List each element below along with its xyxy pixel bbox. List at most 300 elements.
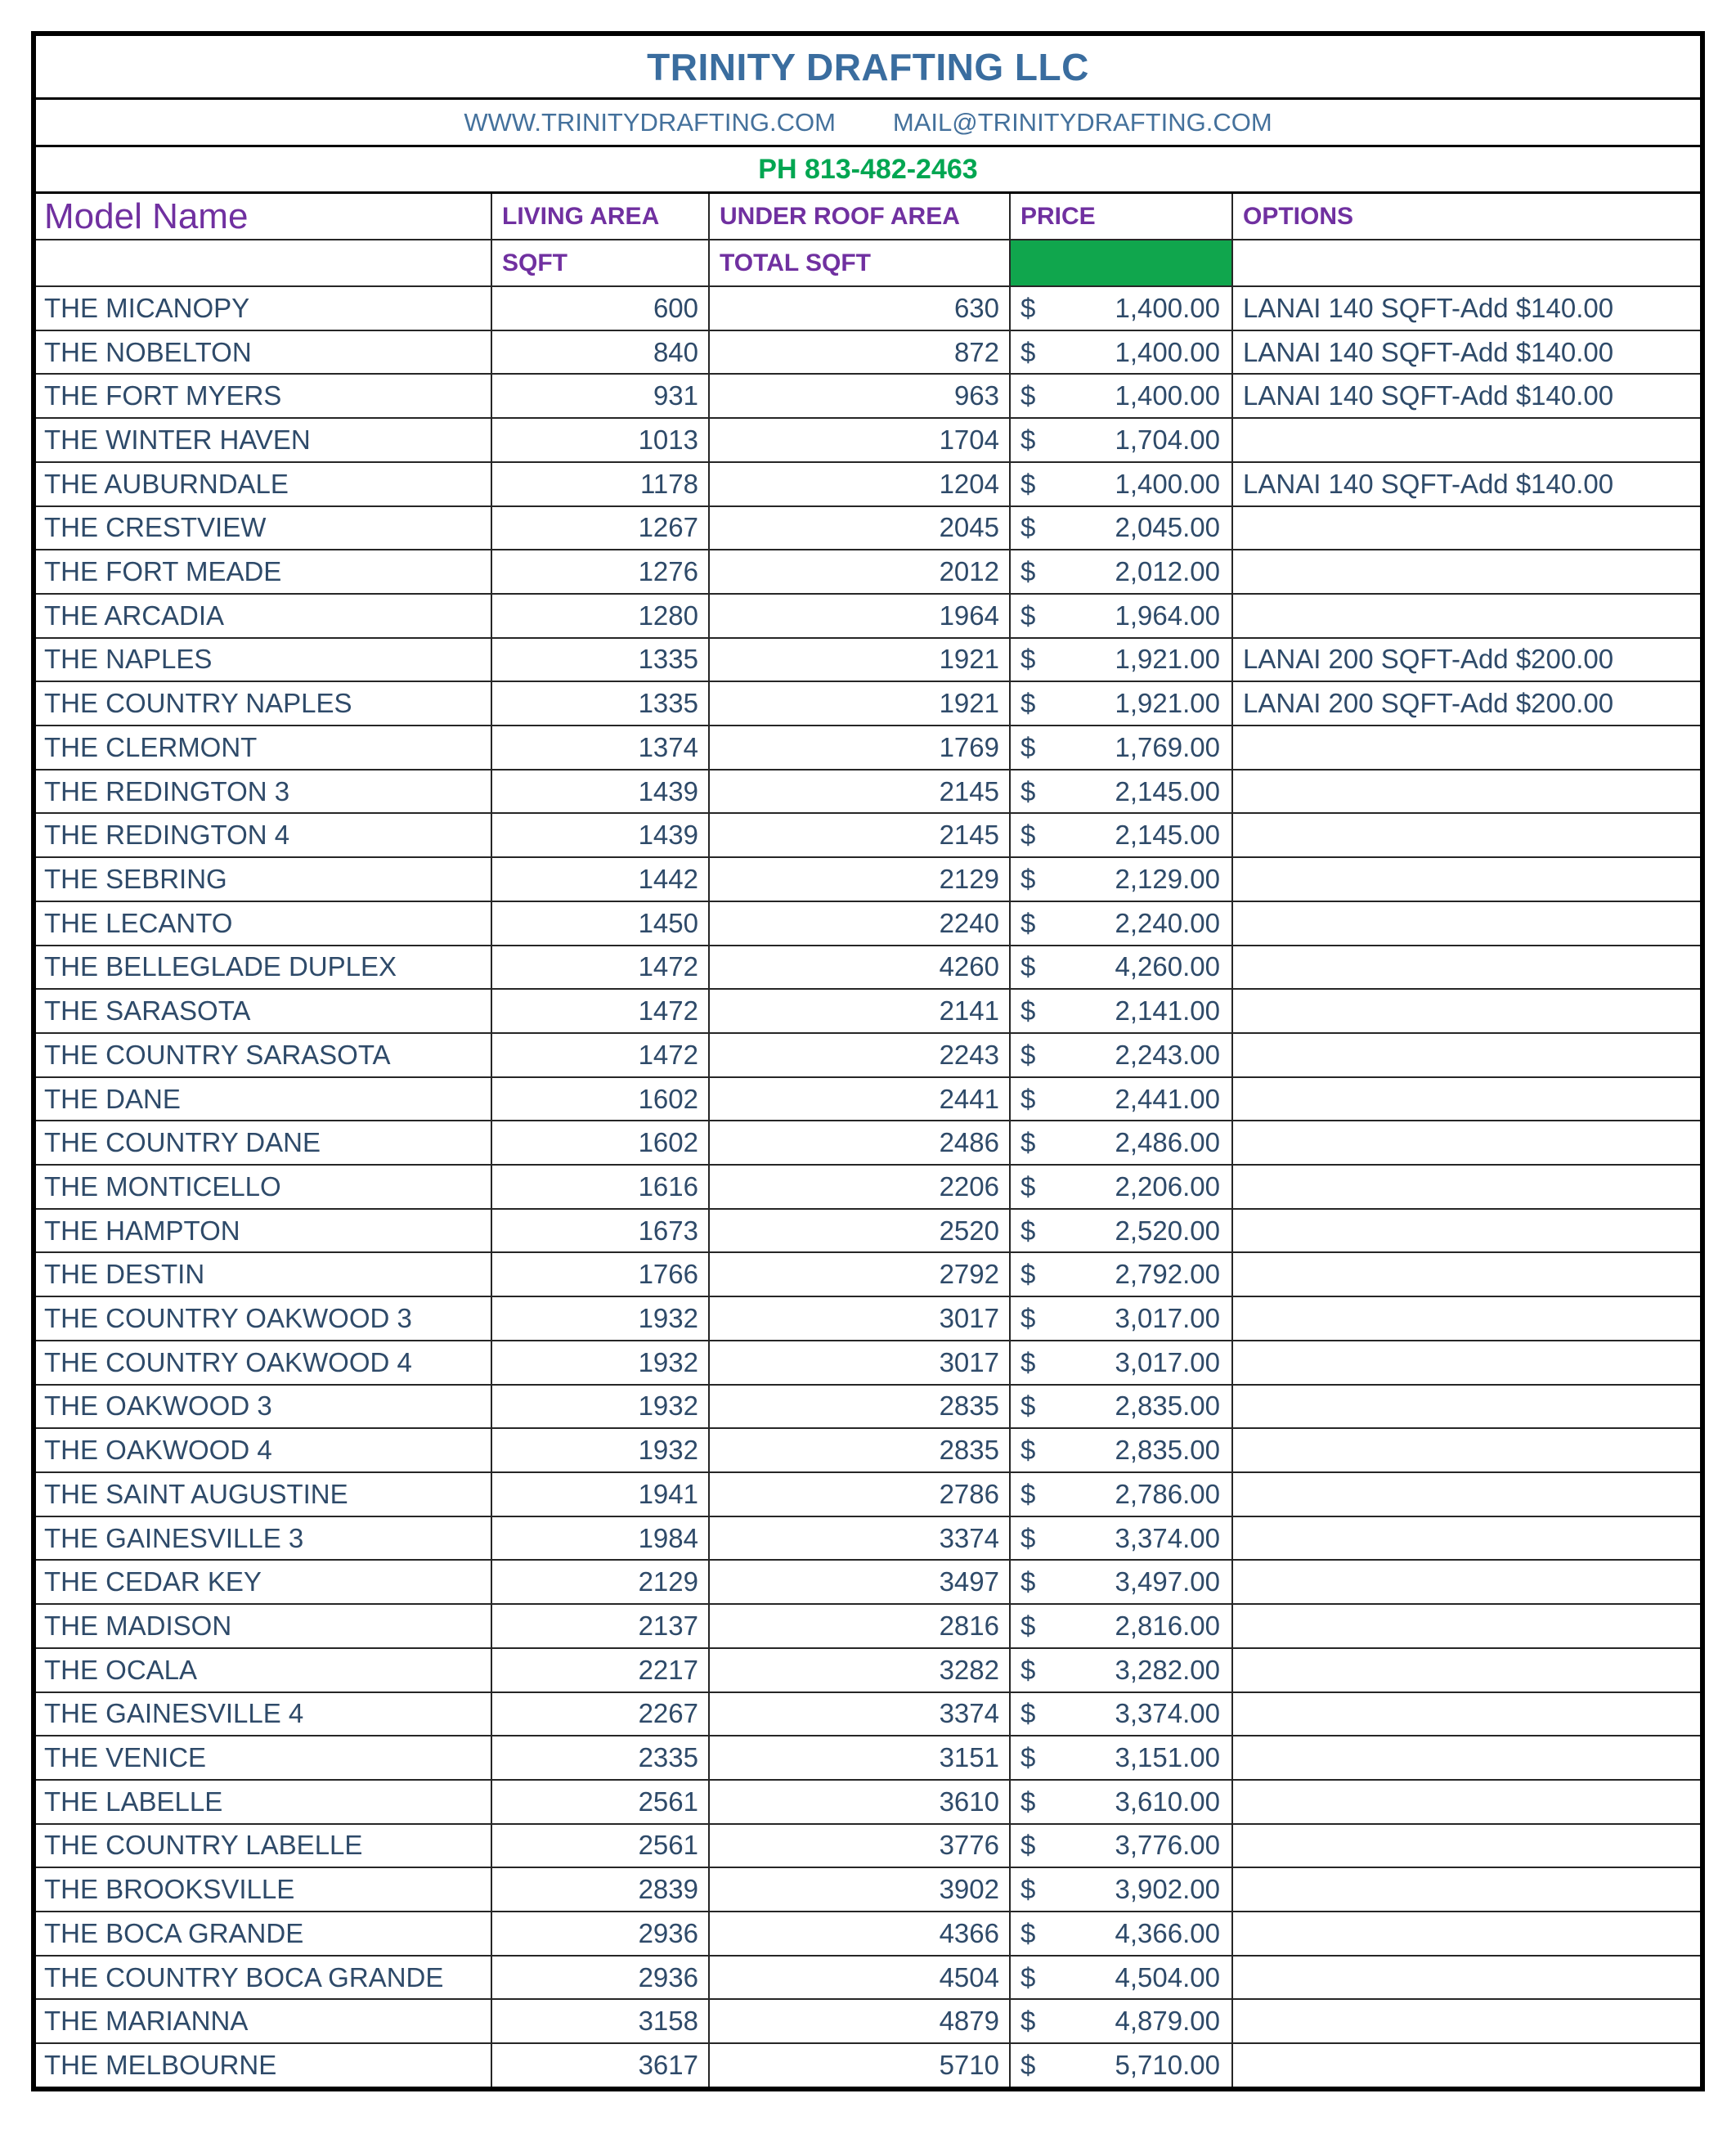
price-amount: 2,792.00 bbox=[1115, 1259, 1220, 1290]
living-sqft-cell: 1984 bbox=[491, 1517, 708, 1560]
living-sqft-cell: 1439 bbox=[491, 770, 708, 813]
phone-number: PH 813-482-2463 bbox=[758, 153, 978, 185]
table-row bbox=[36, 1603, 1700, 1647]
living-sqft-cell: 1766 bbox=[491, 1253, 708, 1296]
living-sqft-cell: 1442 bbox=[491, 858, 708, 901]
price-amount: 3,151.00 bbox=[1115, 1742, 1220, 1773]
currency-symbol: $ bbox=[1021, 1786, 1036, 1817]
total-sqft-cell: 4260 bbox=[708, 946, 1009, 989]
model-name-cell: THE DANE bbox=[44, 1083, 181, 1114]
currency-symbol: $ bbox=[1021, 1874, 1036, 1905]
table-row bbox=[36, 1955, 1700, 1999]
options-cell bbox=[1231, 2044, 1700, 2087]
total-sqft-cell: 4504 bbox=[708, 1957, 1009, 1999]
column-header-row bbox=[36, 191, 1700, 239]
price-amount: 4,260.00 bbox=[1115, 951, 1220, 982]
price-amount: 3,610.00 bbox=[1115, 1786, 1220, 1817]
model-name-cell: THE CEDAR KEY bbox=[44, 1566, 262, 1597]
price-amount: 3,282.00 bbox=[1115, 1654, 1220, 1685]
price-cell bbox=[1009, 990, 1231, 1032]
total-sqft-cell: 3610 bbox=[708, 1781, 1009, 1823]
total-sqft-cell: 2141 bbox=[708, 990, 1009, 1032]
options-cell bbox=[1231, 595, 1700, 637]
total-sqft-cell: 1769 bbox=[708, 726, 1009, 769]
currency-symbol: $ bbox=[1021, 1346, 1036, 1377]
living-sqft-cell: 2936 bbox=[491, 1957, 708, 1999]
currency-symbol: $ bbox=[1021, 1259, 1036, 1290]
table-row bbox=[36, 461, 1700, 505]
price-amount: 2,141.00 bbox=[1115, 995, 1220, 1027]
options-cell bbox=[1231, 1473, 1700, 1516]
column-header-price: PRICE bbox=[1009, 194, 1231, 239]
options-cell bbox=[1231, 1166, 1700, 1208]
total-sqft-cell: 2145 bbox=[708, 770, 1009, 813]
table-row bbox=[36, 856, 1700, 901]
price-amount: 2,240.00 bbox=[1115, 907, 1220, 938]
total-sqft-cell: 3902 bbox=[708, 1868, 1009, 1911]
price-cell bbox=[1009, 1781, 1231, 1823]
living-sqft-cell: 1267 bbox=[491, 507, 708, 550]
price-amount: 2,816.00 bbox=[1115, 1610, 1220, 1641]
currency-symbol: $ bbox=[1021, 731, 1036, 762]
currency-symbol: $ bbox=[1021, 2006, 1036, 2037]
options-cell bbox=[1231, 1210, 1700, 1252]
options-cell: LANAI 200 SQFT-Add $200.00 bbox=[1231, 639, 1700, 681]
total-sqft-cell: 630 bbox=[708, 287, 1009, 330]
options-cell: LANAI 140 SQFT-Add $140.00 bbox=[1231, 375, 1700, 417]
model-name-cell: THE BELLEGLADE DUPLEX bbox=[44, 951, 397, 982]
options-cell bbox=[1231, 1341, 1700, 1384]
price-cell bbox=[1009, 639, 1231, 681]
living-sqft-cell: 1374 bbox=[491, 726, 708, 769]
options-cell bbox=[1231, 1736, 1700, 1779]
total-sqft-cell: 3374 bbox=[708, 1517, 1009, 1560]
total-sqft-cell: 2012 bbox=[708, 550, 1009, 593]
living-sqft-cell: 1178 bbox=[491, 463, 708, 505]
price-cell bbox=[1009, 1605, 1231, 1647]
options-cell bbox=[1231, 990, 1700, 1032]
table-row bbox=[36, 549, 1700, 593]
table-row bbox=[36, 2042, 1700, 2087]
price-cell bbox=[1009, 595, 1231, 637]
table-row bbox=[36, 1384, 1700, 1428]
currency-symbol: $ bbox=[1021, 1566, 1036, 1597]
company-name: TRINITY DRAFTING LLC bbox=[647, 45, 1089, 88]
options-cell bbox=[1231, 814, 1700, 856]
options-cell: LANAI 200 SQFT-Add $200.00 bbox=[1231, 682, 1700, 725]
total-sqft-cell: 872 bbox=[708, 331, 1009, 374]
price-cell bbox=[1009, 1121, 1231, 1164]
price-amount: 2,129.00 bbox=[1115, 863, 1220, 894]
options-cell bbox=[1231, 726, 1700, 769]
total-sqft-cell: 3776 bbox=[708, 1825, 1009, 1867]
currency-symbol: $ bbox=[1021, 556, 1036, 587]
currency-symbol: $ bbox=[1021, 951, 1036, 982]
living-sqft-cell: 3158 bbox=[491, 2000, 708, 2042]
living-sqft-cell: 1276 bbox=[491, 550, 708, 593]
table-row bbox=[36, 988, 1700, 1032]
currency-symbol: $ bbox=[1021, 1917, 1036, 1948]
options-cell bbox=[1231, 1605, 1700, 1647]
price-cell bbox=[1009, 770, 1231, 813]
subheader-total-sqft: TOTAL SQFT bbox=[708, 240, 1009, 285]
model-name-cell: THE REDINGTON 4 bbox=[44, 820, 290, 851]
options-cell bbox=[1231, 1693, 1700, 1736]
price-amount: 1,400.00 bbox=[1115, 468, 1220, 499]
currency-symbol: $ bbox=[1021, 1083, 1036, 1114]
total-sqft-cell: 3017 bbox=[708, 1297, 1009, 1340]
model-name-cell: THE MICANOPY bbox=[44, 292, 250, 323]
price-amount: 1,400.00 bbox=[1115, 336, 1220, 367]
model-name-cell: THE MELBOURNE bbox=[44, 2049, 277, 2080]
table-row bbox=[36, 593, 1700, 637]
price-table bbox=[31, 31, 1705, 2091]
currency-symbol: $ bbox=[1021, 600, 1036, 631]
price-cell bbox=[1009, 1561, 1231, 1603]
total-sqft-cell: 4366 bbox=[708, 1912, 1009, 1955]
price-amount: 1,400.00 bbox=[1115, 292, 1220, 323]
living-sqft-cell: 1932 bbox=[491, 1386, 708, 1428]
currency-symbol: $ bbox=[1021, 1170, 1036, 1202]
model-name-cell: THE GAINESVILLE 4 bbox=[44, 1698, 304, 1729]
options-cell bbox=[1231, 1429, 1700, 1471]
living-sqft-cell: 2561 bbox=[491, 1825, 708, 1867]
total-sqft-cell: 2792 bbox=[708, 1253, 1009, 1296]
subheader-options-empty-cell bbox=[1231, 240, 1700, 285]
price-cell bbox=[1009, 463, 1231, 505]
price-amount: 2,243.00 bbox=[1115, 1039, 1220, 1070]
currency-symbol: $ bbox=[1021, 995, 1036, 1027]
living-sqft-cell: 600 bbox=[491, 287, 708, 330]
price-cell bbox=[1009, 2044, 1231, 2087]
model-name-cell: THE FORT MYERS bbox=[44, 380, 282, 411]
living-sqft-cell: 1616 bbox=[491, 1166, 708, 1208]
living-sqft-cell: 2936 bbox=[491, 1912, 708, 1955]
price-cell bbox=[1009, 1825, 1231, 1867]
total-sqft-cell: 2145 bbox=[708, 814, 1009, 856]
price-amount: 2,012.00 bbox=[1115, 556, 1220, 587]
living-sqft-cell: 1932 bbox=[491, 1341, 708, 1384]
price-amount: 2,441.00 bbox=[1115, 1083, 1220, 1114]
currency-symbol: $ bbox=[1021, 1654, 1036, 1685]
price-cell bbox=[1009, 1517, 1231, 1560]
currency-symbol: $ bbox=[1021, 292, 1036, 323]
price-amount: 3,017.00 bbox=[1115, 1303, 1220, 1334]
currency-symbol: $ bbox=[1021, 1961, 1036, 1992]
total-sqft-cell: 963 bbox=[708, 375, 1009, 417]
total-sqft-cell: 5710 bbox=[708, 2044, 1009, 2087]
options-cell bbox=[1231, 1781, 1700, 1823]
price-amount: 1,704.00 bbox=[1115, 424, 1220, 455]
table-row bbox=[36, 901, 1700, 945]
currency-symbol: $ bbox=[1021, 1698, 1036, 1729]
total-sqft-cell: 3151 bbox=[708, 1736, 1009, 1779]
living-sqft-cell: 1280 bbox=[491, 595, 708, 637]
living-sqft-cell: 2267 bbox=[491, 1693, 708, 1736]
options-cell bbox=[1231, 1517, 1700, 1560]
phone-row bbox=[36, 145, 1700, 191]
table-row bbox=[36, 1076, 1700, 1121]
price-amount: 3,902.00 bbox=[1115, 1874, 1220, 1905]
table-row bbox=[36, 1867, 1700, 1911]
table-row bbox=[36, 1823, 1700, 1867]
total-sqft-cell: 2816 bbox=[708, 1605, 1009, 1647]
options-cell bbox=[1231, 1034, 1700, 1076]
price-cell bbox=[1009, 1341, 1231, 1384]
table-row bbox=[36, 1559, 1700, 1603]
table-row bbox=[36, 1340, 1700, 1384]
model-name-cell: THE CRESTVIEW bbox=[44, 512, 267, 543]
total-sqft-cell: 2206 bbox=[708, 1166, 1009, 1208]
total-sqft-cell: 2786 bbox=[708, 1473, 1009, 1516]
price-cell bbox=[1009, 682, 1231, 725]
options-cell bbox=[1231, 1561, 1700, 1603]
currency-symbol: $ bbox=[1021, 1215, 1036, 1246]
total-sqft-cell: 4879 bbox=[708, 2000, 1009, 2042]
contact-row bbox=[36, 97, 1700, 145]
price-amount: 3,497.00 bbox=[1115, 1566, 1220, 1597]
options-cell bbox=[1231, 1649, 1700, 1691]
total-sqft-cell: 3017 bbox=[708, 1341, 1009, 1384]
living-sqft-cell: 1472 bbox=[491, 946, 708, 989]
model-name-cell: THE COUNTRY NAPLES bbox=[44, 688, 352, 719]
price-amount: 2,206.00 bbox=[1115, 1170, 1220, 1202]
table-row bbox=[36, 681, 1700, 725]
living-sqft-cell: 1472 bbox=[491, 1034, 708, 1076]
options-cell bbox=[1231, 507, 1700, 550]
column-subheader-row bbox=[36, 239, 1700, 285]
currency-symbol: $ bbox=[1021, 1742, 1036, 1773]
living-sqft-cell: 2217 bbox=[491, 1649, 708, 1691]
price-cell bbox=[1009, 1473, 1231, 1516]
total-sqft-cell: 1921 bbox=[708, 639, 1009, 681]
model-name-cell: THE BOCA GRANDE bbox=[44, 1917, 304, 1948]
table-row bbox=[36, 1251, 1700, 1296]
total-sqft-cell: 2835 bbox=[708, 1429, 1009, 1471]
living-sqft-cell: 2839 bbox=[491, 1868, 708, 1911]
currency-symbol: $ bbox=[1021, 1830, 1036, 1861]
total-sqft-cell: 2486 bbox=[708, 1121, 1009, 1164]
living-sqft-cell: 2561 bbox=[491, 1781, 708, 1823]
price-cell bbox=[1009, 1210, 1231, 1252]
total-sqft-cell: 2441 bbox=[708, 1078, 1009, 1121]
model-name-cell: THE OAKWOOD 4 bbox=[44, 1435, 272, 1466]
total-sqft-cell: 2520 bbox=[708, 1210, 1009, 1252]
options-cell bbox=[1231, 419, 1700, 461]
living-sqft-cell: 1335 bbox=[491, 639, 708, 681]
price-amount: 5,710.00 bbox=[1115, 2049, 1220, 2080]
model-name-cell: THE NAPLES bbox=[44, 644, 213, 675]
currency-symbol: $ bbox=[1021, 2049, 1036, 2080]
subheader-model-empty-cell bbox=[36, 240, 491, 285]
model-name-cell: THE COUNTRY OAKWOOD 4 bbox=[44, 1346, 412, 1377]
options-cell bbox=[1231, 2000, 1700, 2042]
table-row bbox=[36, 417, 1700, 461]
total-sqft-cell: 1921 bbox=[708, 682, 1009, 725]
model-name-cell: THE COUNTRY BOCA GRANDE bbox=[44, 1961, 444, 1992]
column-header-living-area: LIVING AREA bbox=[491, 194, 708, 239]
table-row bbox=[36, 1296, 1700, 1340]
total-sqft-cell: 1964 bbox=[708, 595, 1009, 637]
total-sqft-cell: 2045 bbox=[708, 507, 1009, 550]
model-name-cell: THE COUNTRY LABELLE bbox=[44, 1830, 363, 1861]
table-row bbox=[36, 812, 1700, 856]
living-sqft-cell: 1439 bbox=[491, 814, 708, 856]
total-sqft-cell: 3282 bbox=[708, 1649, 1009, 1691]
model-name-cell: THE COUNTRY DANE bbox=[44, 1127, 321, 1158]
price-cell bbox=[1009, 1078, 1231, 1121]
price-amount: 1,921.00 bbox=[1115, 644, 1220, 675]
price-cell bbox=[1009, 331, 1231, 374]
table-row bbox=[36, 330, 1700, 374]
price-cell bbox=[1009, 1034, 1231, 1076]
currency-symbol: $ bbox=[1021, 512, 1036, 543]
price-cell bbox=[1009, 1912, 1231, 1955]
model-name-cell: THE LECANTO bbox=[44, 907, 233, 938]
price-amount: 2,786.00 bbox=[1115, 1478, 1220, 1509]
model-name-cell: THE VENICE bbox=[44, 1742, 207, 1773]
price-cell bbox=[1009, 1253, 1231, 1296]
price-amount: 4,504.00 bbox=[1115, 1961, 1220, 1992]
table-body bbox=[36, 285, 1700, 2087]
living-sqft-cell: 1472 bbox=[491, 990, 708, 1032]
table-row bbox=[36, 1735, 1700, 1779]
living-sqft-cell: 2129 bbox=[491, 1561, 708, 1603]
options-cell: LANAI 140 SQFT-Add $140.00 bbox=[1231, 287, 1700, 330]
price-amount: 3,374.00 bbox=[1115, 1522, 1220, 1553]
currency-symbol: $ bbox=[1021, 1610, 1036, 1641]
table-row bbox=[36, 1208, 1700, 1252]
table-row bbox=[36, 1471, 1700, 1516]
living-sqft-cell: 931 bbox=[491, 375, 708, 417]
living-sqft-cell: 1602 bbox=[491, 1121, 708, 1164]
total-sqft-cell: 1704 bbox=[708, 419, 1009, 461]
options-cell bbox=[1231, 946, 1700, 989]
price-amount: 1,400.00 bbox=[1115, 380, 1220, 411]
model-name-cell: THE COUNTRY SARASOTA bbox=[44, 1039, 391, 1070]
model-name-cell: THE REDINGTON 3 bbox=[44, 775, 290, 806]
table-row bbox=[36, 1120, 1700, 1164]
table-row bbox=[36, 1691, 1700, 1736]
options-cell bbox=[1231, 1253, 1700, 1296]
living-sqft-cell: 1602 bbox=[491, 1078, 708, 1121]
price-amount: 1,921.00 bbox=[1115, 688, 1220, 719]
options-cell: LANAI 140 SQFT-Add $140.00 bbox=[1231, 331, 1700, 374]
total-sqft-cell: 2129 bbox=[708, 858, 1009, 901]
total-sqft-cell: 1204 bbox=[708, 463, 1009, 505]
model-name-cell: THE MONTICELLO bbox=[44, 1170, 281, 1202]
table-row bbox=[36, 1647, 1700, 1691]
price-amount: 2,145.00 bbox=[1115, 820, 1220, 851]
price-amount: 3,776.00 bbox=[1115, 1830, 1220, 1861]
price-cell bbox=[1009, 1957, 1231, 1999]
price-cell bbox=[1009, 1297, 1231, 1340]
price-cell bbox=[1009, 1386, 1231, 1428]
living-sqft-cell: 1450 bbox=[491, 902, 708, 945]
currency-symbol: $ bbox=[1021, 644, 1036, 675]
model-name-cell: THE AUBURNDALE bbox=[44, 468, 289, 499]
table-row bbox=[36, 505, 1700, 550]
options-cell bbox=[1231, 1912, 1700, 1955]
table-row bbox=[36, 1779, 1700, 1823]
price-cell bbox=[1009, 2000, 1231, 2042]
price-cell bbox=[1009, 814, 1231, 856]
living-sqft-cell: 1673 bbox=[491, 1210, 708, 1252]
table-row bbox=[36, 1032, 1700, 1076]
website-link[interactable]: WWW.TRINITYDRAFTING.COM bbox=[464, 107, 836, 137]
price-amount: 3,017.00 bbox=[1115, 1346, 1220, 1377]
price-cell bbox=[1009, 858, 1231, 901]
model-name-cell: THE OCALA bbox=[44, 1654, 198, 1685]
table-row bbox=[36, 725, 1700, 769]
living-sqft-cell: 1932 bbox=[491, 1297, 708, 1340]
price-amount: 2,145.00 bbox=[1115, 775, 1220, 806]
column-header-model: Model Name bbox=[44, 195, 249, 236]
model-name-cell: THE FORT MEADE bbox=[44, 556, 282, 587]
currency-symbol: $ bbox=[1021, 1127, 1036, 1158]
model-name-cell: THE OAKWOOD 3 bbox=[44, 1390, 272, 1422]
model-name-cell: THE HAMPTON bbox=[44, 1215, 240, 1246]
company-title-row bbox=[36, 36, 1700, 97]
table-row bbox=[36, 945, 1700, 989]
email-link[interactable]: MAIL@TRINITYDRAFTING.COM bbox=[892, 107, 1272, 137]
total-sqft-cell: 3497 bbox=[708, 1561, 1009, 1603]
price-cell bbox=[1009, 726, 1231, 769]
options-cell bbox=[1231, 858, 1700, 901]
options-cell bbox=[1231, 1297, 1700, 1340]
living-sqft-cell: 3617 bbox=[491, 2044, 708, 2087]
model-name-cell: THE GAINESVILLE 3 bbox=[44, 1522, 304, 1553]
price-cell bbox=[1009, 1649, 1231, 1691]
currency-symbol: $ bbox=[1021, 1435, 1036, 1466]
currency-symbol: $ bbox=[1021, 1303, 1036, 1334]
total-sqft-cell: 3374 bbox=[708, 1693, 1009, 1736]
model-name-cell: THE SEBRING bbox=[44, 863, 227, 894]
model-name-cell: THE BROOKSVILLE bbox=[44, 1874, 295, 1905]
table-row bbox=[36, 1164, 1700, 1208]
model-name-cell: THE MADISON bbox=[44, 1610, 232, 1641]
living-sqft-cell: 1932 bbox=[491, 1429, 708, 1471]
model-name-cell: THE LABELLE bbox=[44, 1786, 223, 1817]
table-row bbox=[36, 637, 1700, 681]
column-header-under-roof-area: UNDER ROOF AREA bbox=[708, 194, 1009, 239]
living-sqft-cell: 1335 bbox=[491, 682, 708, 725]
model-name-cell: THE SAINT AUGUSTINE bbox=[44, 1478, 348, 1509]
options-cell bbox=[1231, 1121, 1700, 1164]
price-cell bbox=[1009, 550, 1231, 593]
price-amount: 2,045.00 bbox=[1115, 512, 1220, 543]
model-name-cell: THE CLERMONT bbox=[44, 731, 258, 762]
living-sqft-cell: 1941 bbox=[491, 1473, 708, 1516]
price-cell bbox=[1009, 1868, 1231, 1911]
table-row bbox=[36, 285, 1700, 330]
currency-symbol: $ bbox=[1021, 907, 1036, 938]
price-amount: 2,835.00 bbox=[1115, 1435, 1220, 1466]
options-cell bbox=[1231, 1078, 1700, 1121]
table-row bbox=[36, 1998, 1700, 2042]
options-cell bbox=[1231, 770, 1700, 813]
column-header-options: OPTIONS bbox=[1231, 194, 1700, 239]
total-sqft-cell: 2835 bbox=[708, 1386, 1009, 1428]
options-cell bbox=[1231, 1386, 1700, 1428]
price-amount: 1,769.00 bbox=[1115, 731, 1220, 762]
options-cell bbox=[1231, 902, 1700, 945]
model-name-cell: THE MARIANNA bbox=[44, 2006, 249, 2037]
price-cell bbox=[1009, 902, 1231, 945]
currency-symbol: $ bbox=[1021, 336, 1036, 367]
price-amount: 4,366.00 bbox=[1115, 1917, 1220, 1948]
price-subheader-highlight-cell bbox=[1009, 240, 1231, 285]
